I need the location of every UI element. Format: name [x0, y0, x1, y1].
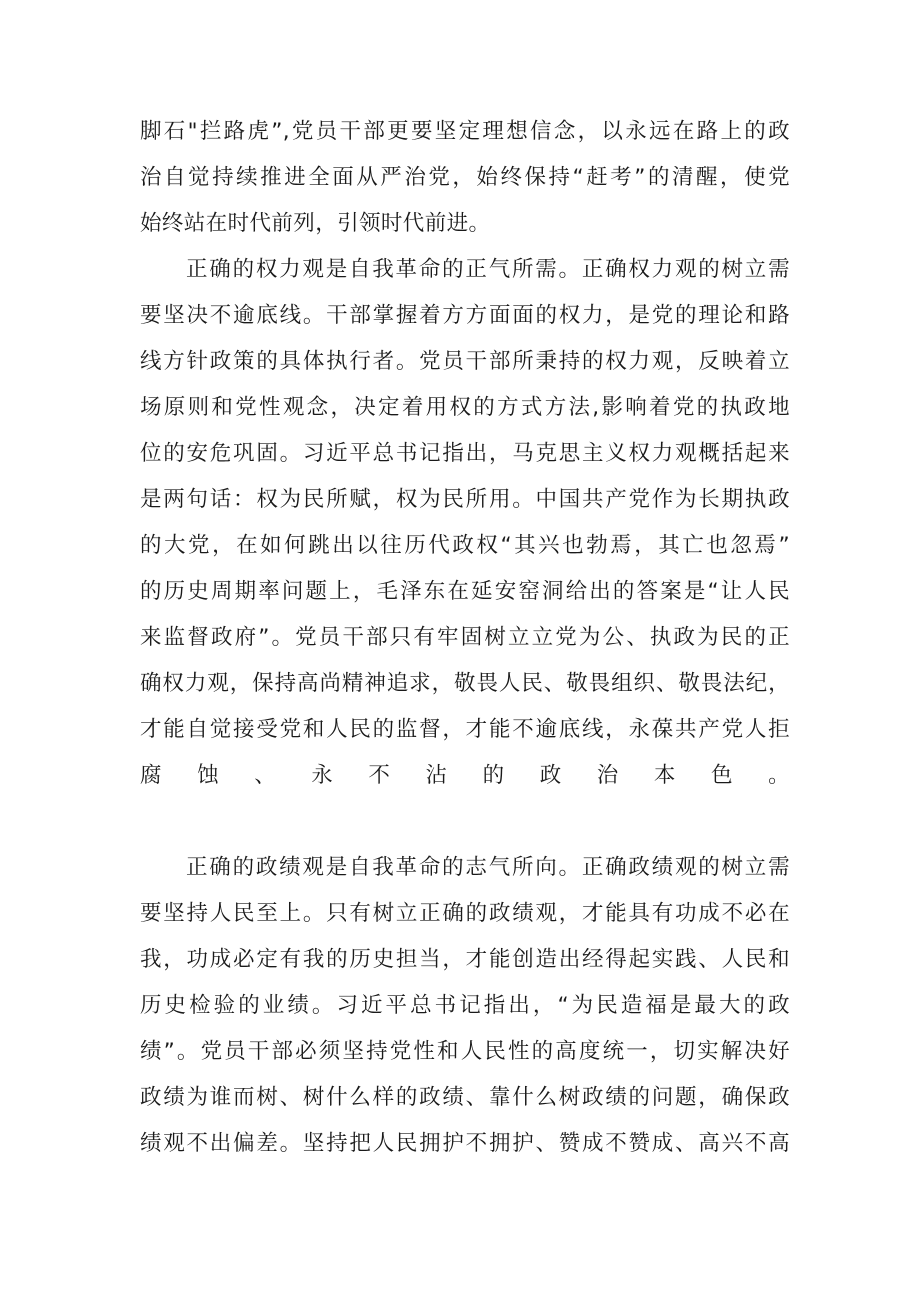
text-line: 脚石"拦路虎”,党员干部更要坚定理想信念，以永远在路上的政: [140, 119, 790, 144]
text-line: 始终站在时代前列，引领时代前进。: [140, 211, 491, 236]
paragraph-power-view: [140, 247, 790, 845]
text-line: 正确的权力观是自我革命的正气所需。正确权力观的树立需: [186, 257, 790, 282]
text-line: 来监督政府”。党员干部只有牢固树立立党为公、执政为民的正: [140, 625, 790, 650]
text-line: 治自觉持续推进全面从严治党，始终保持“赶考”的清醒，使党: [140, 165, 790, 190]
text-line: 的历史周期率问题上，毛泽东在延安窑洞给出的答案是“让人民: [140, 579, 790, 604]
text-line: 位的安危巩固。习近平总书记指出，马克思主义权力观概括起来: [140, 441, 790, 466]
text-line: 我，功成必定有我的历史担当，才能创造出经得起实践、人民和: [140, 947, 790, 972]
text-line: 线方针政策的具体执行者。党员干部所秉持的权力观，反映着立: [140, 349, 790, 374]
text-line: 才能自觉接受党和人民的监督，才能不逾底线，永葆共产党人拒: [140, 717, 790, 742]
paragraph-achievement-view: [140, 845, 790, 1167]
text-line: 历史检验的业绩。习近平总书记指出，“为民造福是最大的政: [140, 993, 790, 1018]
text-line: 场原则和党性观念，决定着用权的方式方法,影响着党的执政地: [140, 395, 790, 420]
paragraph-continuation: [140, 109, 790, 247]
text-line: 腐蚀、永不沾的政治本色。: [140, 763, 790, 788]
text-line: 政绩为谁而树、树什么样的政绩、靠什么树政绩的问题，确保政: [140, 1085, 790, 1110]
text-line: 要坚持人民至上。只有树立正确的政绩观，才能具有功成不必在: [140, 901, 790, 926]
text-line: 绩观不出偏差。坚持把人民拥护不拥护、赞成不赞成、高兴不高: [140, 1131, 790, 1156]
text-line: 绩”。党员干部必须坚持党性和人民性的高度统一，切实解决好: [140, 1039, 790, 1064]
text-line: 的大党，在如何跳出以往历代政权“其兴也勃焉，其亡也忽焉”: [140, 533, 790, 558]
text-line: [140, 799, 790, 845]
text-line: 是两句话：权为民所赋，权为民所用。中国共产党作为长期执政: [140, 487, 790, 512]
document-body: [140, 109, 790, 1167]
text-line: 要坚决不逾底线。干部掌握着方方面面的权力，是党的理论和路: [140, 303, 790, 328]
text-line: 正确的政绩观是自我革命的志气所向。正确政绩观的树立需: [186, 855, 790, 880]
text-line: 确权力观，保持高尚精神追求，敬畏人民、敬畏组织、敬畏法纪，: [140, 671, 790, 696]
